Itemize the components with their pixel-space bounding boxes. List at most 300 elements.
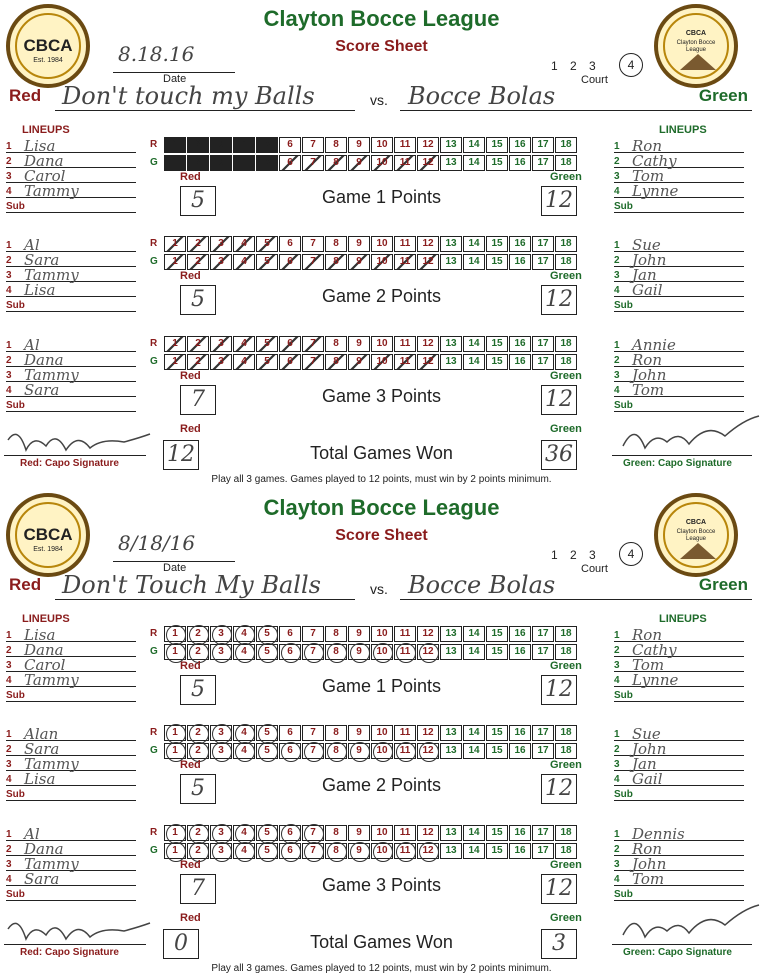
red-player-row: 3 Tammy	[6, 755, 136, 771]
red-sub-row: Sub	[6, 296, 136, 312]
red-point-cell: 4	[233, 336, 255, 352]
cbca-logo-right: CBCA Clayton Bocce League	[654, 493, 738, 577]
red-point-cell: 9	[348, 336, 370, 352]
red-player-name: Tammy	[24, 755, 79, 773]
green-point-cell: 10	[371, 354, 393, 370]
red-point-cell: 12	[417, 626, 439, 642]
green-point-cell: 9	[348, 743, 370, 759]
red-point-cell: 7	[302, 626, 324, 642]
total-red-score: 0	[163, 929, 199, 959]
red-point-cell: 3	[210, 236, 232, 252]
green-point-cell: 4	[233, 155, 255, 171]
game-points-label: Game 1 Points	[321, 187, 442, 207]
court-label: Court	[581, 563, 608, 575]
green-point-cell: 16	[509, 743, 531, 759]
red-player-row: 2 Dana	[6, 351, 136, 367]
red-point-cell: 11	[394, 336, 416, 352]
red-capo-signature-label: Red: Capo Signature	[20, 458, 119, 469]
red-sub-row: Sub	[6, 197, 136, 213]
green-sub-row: Sub	[614, 686, 744, 702]
green-player-name: Annie	[632, 336, 676, 354]
date-value: 8/18/16	[118, 531, 196, 555]
red-point-cell: 5	[256, 725, 278, 741]
green-point-cell: 18	[555, 254, 577, 270]
red-point-cell: 10	[371, 725, 393, 741]
game-green-points: 12	[541, 186, 577, 216]
red-point-cell: 12	[417, 725, 439, 741]
total-games-won-label: Total Games Won	[310, 443, 453, 463]
red-player-row: 2 Sara	[6, 740, 136, 756]
game-red-points: 5	[180, 186, 216, 216]
green-point-cell: 9	[348, 843, 370, 859]
green-row-label: G	[150, 256, 158, 267]
green-player-row: 2 John	[614, 740, 744, 756]
red-player-name: Lisa	[24, 770, 56, 788]
red-point-cell: 3	[210, 336, 232, 352]
red-sub-row: Sub	[6, 785, 136, 801]
red-row-label: R	[150, 827, 158, 838]
game-green-points: 12	[541, 385, 577, 415]
green-point-cell: 5	[256, 354, 278, 370]
green-point-cell: 11	[394, 254, 416, 270]
green-row-label: G	[150, 845, 158, 856]
red-point-cell: 4	[233, 626, 255, 642]
green-row-label: G	[150, 646, 158, 657]
green-point-cell: 14	[463, 743, 485, 759]
red-lineups-header: LINEUPS	[22, 613, 70, 625]
red-player-row: 4 Lisa	[6, 281, 136, 297]
red-point-cell: 5	[256, 236, 278, 252]
green-point-cell: 11	[394, 644, 416, 660]
green-point-cell: 7	[302, 843, 324, 859]
game-red-label: Red	[180, 171, 201, 183]
red-sub-row: Sub	[6, 686, 136, 702]
red-point-cell: 12	[417, 825, 439, 841]
green-lineups-header: LINEUPS	[659, 124, 707, 136]
red-point-cell: 18	[555, 137, 577, 153]
green-point-cell: 5	[256, 843, 278, 859]
green-point-cell: 14	[463, 254, 485, 270]
court-numbers: 1 2 3	[551, 548, 596, 562]
red-point-cell: 1	[164, 626, 186, 642]
red-point-cell: 18	[555, 236, 577, 252]
green-point-cell: 3	[210, 743, 232, 759]
red-lineups-header: LINEUPS	[22, 124, 70, 136]
green-point-cell: 11	[394, 354, 416, 370]
red-point-cell: 9	[348, 137, 370, 153]
green-player-name: Ron	[632, 626, 662, 644]
red-row-label: R	[150, 238, 158, 249]
red-point-cell: 4	[233, 725, 255, 741]
green-point-cell: 9	[348, 155, 370, 171]
game-green-points: 12	[541, 874, 577, 904]
page-subtitle: Score Sheet	[335, 527, 428, 544]
date-label: Date	[163, 562, 187, 574]
red-player-row: 1 Lisa	[6, 626, 136, 642]
red-point-cell: 6	[279, 336, 301, 352]
green-player-name: John	[632, 740, 667, 758]
red-point-cell: 2	[187, 336, 209, 352]
game-points-label: Game 3 Points	[321, 386, 442, 406]
game-red-label: Red	[180, 370, 201, 382]
red-point-cell: 13	[440, 137, 462, 153]
green-team-name: Bocce Bolas	[408, 82, 556, 110]
red-player-row: 1 Al	[6, 236, 136, 252]
green-player-name: Jan	[632, 266, 657, 284]
total-red-score: 12	[163, 440, 199, 470]
green-point-cell: 9	[348, 644, 370, 660]
page-subtitle: Score Sheet	[335, 38, 428, 55]
red-point-cell: 17	[532, 825, 554, 841]
total-red-label: Red	[180, 912, 201, 924]
red-player-row: 4 Sara	[6, 381, 136, 397]
green-point-cell: 8	[325, 254, 347, 270]
green-point-cell: 10	[371, 843, 393, 859]
green-point-cell: 13	[440, 843, 462, 859]
red-point-cell: 13	[440, 825, 462, 841]
red-point-cell: 12	[417, 137, 439, 153]
green-row-label: G	[150, 745, 158, 756]
green-point-cell: 15	[486, 644, 508, 660]
green-point-cell: 2	[187, 354, 209, 370]
green-row-label: G	[150, 356, 158, 367]
green-point-cell: 7	[302, 354, 324, 370]
green-player-row: 3 John	[614, 855, 744, 871]
game-green-label: Green	[550, 270, 582, 282]
red-player-row: 2 Sara	[6, 251, 136, 267]
green-point-cell: 11	[394, 743, 416, 759]
red-point-cell: 16	[509, 725, 531, 741]
green-point-cell: 1	[164, 644, 186, 660]
green-point-cell: 6	[279, 155, 301, 171]
green-point-cell: 12	[417, 843, 439, 859]
red-point-cell: 9	[348, 725, 370, 741]
game-green-points: 12	[541, 774, 577, 804]
green-player-name: Ron	[632, 840, 662, 858]
red-point-cell: 1	[164, 336, 186, 352]
red-point-cell: 16	[509, 626, 531, 642]
green-point-cell: 5	[256, 644, 278, 660]
game-green-label: Green	[550, 859, 582, 871]
red-player-row: 4 Tammy	[6, 182, 136, 198]
red-point-cell: 18	[555, 725, 577, 741]
red-point-cell: 2	[187, 725, 209, 741]
green-point-cell: 18	[555, 155, 577, 171]
red-point-cell: 16	[509, 236, 531, 252]
game-points-label: Game 2 Points	[321, 775, 442, 795]
green-point-cell: 7	[302, 155, 324, 171]
green-player-row: 2 Cathy	[614, 152, 744, 168]
green-point-cell: 2	[187, 155, 209, 171]
game-green-points: 12	[541, 675, 577, 705]
total-games-won-label: Total Games Won	[310, 932, 453, 952]
total-green-score: 36	[541, 440, 577, 470]
page-title: Clayton Bocce League	[263, 6, 500, 31]
red-point-cell: 17	[532, 336, 554, 352]
green-player-name: Gail	[632, 770, 663, 788]
green-point-cell: 12	[417, 743, 439, 759]
red-player-name: Tammy	[24, 671, 79, 689]
red-player-row: 1 Al	[6, 825, 136, 841]
green-player-row: 1 Sue	[614, 725, 744, 741]
green-player-name: John	[632, 251, 667, 269]
red-player-name: Tammy	[24, 182, 79, 200]
red-point-cell: 2	[187, 236, 209, 252]
green-player-name: John	[632, 855, 667, 873]
red-point-cell: 16	[509, 825, 531, 841]
red-point-cell: 17	[532, 137, 554, 153]
red-point-cell: 6	[279, 626, 301, 642]
rules-text: Play all 3 games. Games played to 12 points, must win by 2 points minimum.	[211, 474, 552, 485]
red-player-row: 1 Al	[6, 336, 136, 352]
red-row-label: R	[150, 338, 158, 349]
green-point-cell: 5	[256, 254, 278, 270]
red-point-cell: 8	[325, 336, 347, 352]
red-point-cell: 14	[463, 137, 485, 153]
date-label: Date	[163, 73, 187, 85]
green-player-name: John	[632, 366, 667, 384]
green-sub-row: Sub	[614, 296, 744, 312]
red-point-cell: 7	[302, 137, 324, 153]
green-point-cell: 18	[555, 644, 577, 660]
red-point-cell: 18	[555, 626, 577, 642]
green-point-cell: 2	[187, 254, 209, 270]
game-green-label: Green	[550, 759, 582, 771]
red-point-cell: 18	[555, 825, 577, 841]
red-point-cell: 1	[164, 236, 186, 252]
green-point-cell: 3	[210, 354, 232, 370]
green-point-cell: 12	[417, 254, 439, 270]
red-point-cell: 8	[325, 725, 347, 741]
green-point-cell: 17	[532, 743, 554, 759]
red-player-name: Alan	[24, 725, 59, 743]
red-point-cell: 6	[279, 137, 301, 153]
red-point-cell: 16	[509, 336, 531, 352]
green-player-name: Dennis	[632, 825, 685, 843]
green-point-cell: 8	[325, 743, 347, 759]
game-red-points: 5	[180, 285, 216, 315]
rules-text: Play all 3 games. Games played to 12 points, must win by 2 points minimum.	[211, 963, 552, 974]
green-point-cell: 3	[210, 155, 232, 171]
red-point-cell: 15	[486, 825, 508, 841]
red-label: Red	[9, 86, 42, 105]
green-player-row: 4 Tom	[614, 381, 744, 397]
red-player-row: 4 Tammy	[6, 671, 136, 687]
red-point-cell: 11	[394, 626, 416, 642]
green-point-cell: 15	[486, 254, 508, 270]
green-point-cell: 13	[440, 354, 462, 370]
score-sheet-bottom	[0, 489, 763, 978]
red-player-name: Dana	[24, 152, 64, 170]
red-point-cell: 9	[348, 626, 370, 642]
total-red-label: Red	[180, 423, 201, 435]
red-sub-row: Sub	[6, 396, 136, 412]
court-selected: 4	[619, 53, 643, 77]
green-point-cell: 6	[279, 743, 301, 759]
red-point-cell: 4	[233, 137, 255, 153]
vs-label: vs.	[370, 581, 388, 597]
game-green-points: 12	[541, 285, 577, 315]
game-red-label: Red	[180, 859, 201, 871]
green-player-row: 3 John	[614, 366, 744, 382]
red-point-cell: 14	[463, 626, 485, 642]
court-numbers: 1 2 3	[551, 59, 596, 73]
red-player-row: 3 Tammy	[6, 855, 136, 871]
green-point-cell: 7	[302, 743, 324, 759]
green-player-name: Lynne	[632, 182, 679, 200]
red-point-cell: 10	[371, 626, 393, 642]
red-row-label: R	[150, 139, 158, 150]
red-point-cell: 5	[256, 626, 278, 642]
green-point-cell: 8	[325, 843, 347, 859]
red-point-cell: 6	[279, 725, 301, 741]
red-player-name: Al	[24, 336, 40, 354]
game-red-label: Red	[180, 270, 201, 282]
red-point-cell: 17	[532, 236, 554, 252]
green-player-row: 3 Tom	[614, 167, 744, 183]
red-player-name: Sara	[24, 381, 60, 399]
red-player-name: Sara	[24, 740, 60, 758]
red-point-cell: 7	[302, 336, 324, 352]
red-row-label: R	[150, 628, 158, 639]
red-point-cell: 3	[210, 137, 232, 153]
red-player-name: Lisa	[24, 137, 56, 155]
red-point-cell: 10	[371, 236, 393, 252]
red-player-name: Al	[24, 236, 40, 254]
red-point-cell: 8	[325, 137, 347, 153]
green-player-row: 2 Ron	[614, 351, 744, 367]
red-point-cell: 11	[394, 137, 416, 153]
green-point-cell: 4	[233, 254, 255, 270]
green-point-cell: 3	[210, 254, 232, 270]
red-point-cell: 17	[532, 626, 554, 642]
red-point-cell: 2	[187, 626, 209, 642]
green-point-cell: 10	[371, 644, 393, 660]
red-player-name: Dana	[24, 840, 64, 858]
red-point-cell: 4	[233, 825, 255, 841]
green-player-row: 3 Jan	[614, 755, 744, 771]
red-point-cell: 13	[440, 626, 462, 642]
red-player-row: 3 Tammy	[6, 266, 136, 282]
green-player-name: Tom	[632, 870, 665, 888]
green-point-cell: 16	[509, 644, 531, 660]
red-player-row: 1 Alan	[6, 725, 136, 741]
red-player-name: Tammy	[24, 855, 79, 873]
cbca-logo-left: CBCA Est. 1984	[6, 493, 90, 577]
green-player-name: Tom	[632, 656, 665, 674]
game-points-label: Game 2 Points	[321, 286, 442, 306]
red-point-cell: 11	[394, 825, 416, 841]
green-point-cell: 1	[164, 155, 186, 171]
red-point-cell: 8	[325, 626, 347, 642]
red-player-name: Dana	[24, 351, 64, 369]
green-point-cell: 5	[256, 155, 278, 171]
red-player-row: 2 Dana	[6, 840, 136, 856]
green-point-cell: 16	[509, 354, 531, 370]
green-point-cell: 18	[555, 743, 577, 759]
red-player-row: 1 Lisa	[6, 137, 136, 153]
green-point-cell: 8	[325, 644, 347, 660]
green-point-cell: 16	[509, 254, 531, 270]
court-label: Court	[581, 74, 608, 86]
green-point-cell: 3	[210, 843, 232, 859]
red-label: Red	[9, 575, 42, 594]
game-points-label: Game 3 Points	[321, 875, 442, 895]
red-row-label: R	[150, 727, 158, 738]
green-player-row: 1 Ron	[614, 137, 744, 153]
green-player-row: 4 Gail	[614, 770, 744, 786]
green-point-cell: 7	[302, 644, 324, 660]
date-value: 8.18.16	[118, 42, 195, 66]
green-player-row: 2 Cathy	[614, 641, 744, 657]
green-point-cell: 16	[509, 843, 531, 859]
green-point-cell: 17	[532, 843, 554, 859]
red-point-cell: 12	[417, 336, 439, 352]
red-point-cell: 8	[325, 825, 347, 841]
green-point-cell: 10	[371, 254, 393, 270]
green-point-cell: 1	[164, 743, 186, 759]
red-point-cell: 7	[302, 825, 324, 841]
green-player-row: 4 Tom	[614, 870, 744, 886]
green-player-row: 2 Ron	[614, 840, 744, 856]
red-team-name: Don't touch my Balls	[62, 82, 315, 110]
green-player-name: Tom	[632, 381, 665, 399]
red-point-cell: 15	[486, 137, 508, 153]
red-player-row: 2 Dana	[6, 152, 136, 168]
red-point-cell: 13	[440, 336, 462, 352]
green-player-row: 2 John	[614, 251, 744, 267]
green-sub-row: Sub	[614, 396, 744, 412]
green-point-cell: 12	[417, 354, 439, 370]
red-point-cell: 15	[486, 626, 508, 642]
red-point-cell: 3	[210, 725, 232, 741]
game-green-label: Green	[550, 370, 582, 382]
green-point-cell: 17	[532, 644, 554, 660]
red-player-name: Carol	[24, 656, 66, 674]
green-player-name: Tom	[632, 167, 665, 185]
green-point-cell: 15	[486, 354, 508, 370]
green-point-cell: 9	[348, 354, 370, 370]
red-player-name: Sara	[24, 870, 60, 888]
red-point-cell: 14	[463, 825, 485, 841]
red-point-cell: 13	[440, 236, 462, 252]
red-player-name: Al	[24, 825, 40, 843]
red-point-cell: 18	[555, 336, 577, 352]
green-sub-row: Sub	[614, 197, 744, 213]
green-label: Green	[698, 575, 748, 594]
green-point-cell: 12	[417, 644, 439, 660]
green-player-name: Ron	[632, 137, 662, 155]
green-player-name: Ron	[632, 351, 662, 369]
green-point-cell: 1	[164, 354, 186, 370]
green-point-cell: 14	[463, 644, 485, 660]
green-point-cell: 8	[325, 155, 347, 171]
red-point-cell: 1	[164, 825, 186, 841]
cbca-logo-left: CBCA Est. 1984	[6, 4, 90, 88]
green-point-cell: 18	[555, 354, 577, 370]
red-sub-row: Sub	[6, 885, 136, 901]
green-point-cell: 17	[532, 254, 554, 270]
red-point-cell: 3	[210, 626, 232, 642]
red-player-row: 4 Sara	[6, 870, 136, 886]
red-point-cell: 11	[394, 236, 416, 252]
green-player-row: 4 Lynne	[614, 671, 744, 687]
green-point-cell: 3	[210, 644, 232, 660]
red-point-cell: 10	[371, 825, 393, 841]
red-player-row: 2 Dana	[6, 641, 136, 657]
green-point-cell: 11	[394, 155, 416, 171]
green-point-cell: 4	[233, 354, 255, 370]
